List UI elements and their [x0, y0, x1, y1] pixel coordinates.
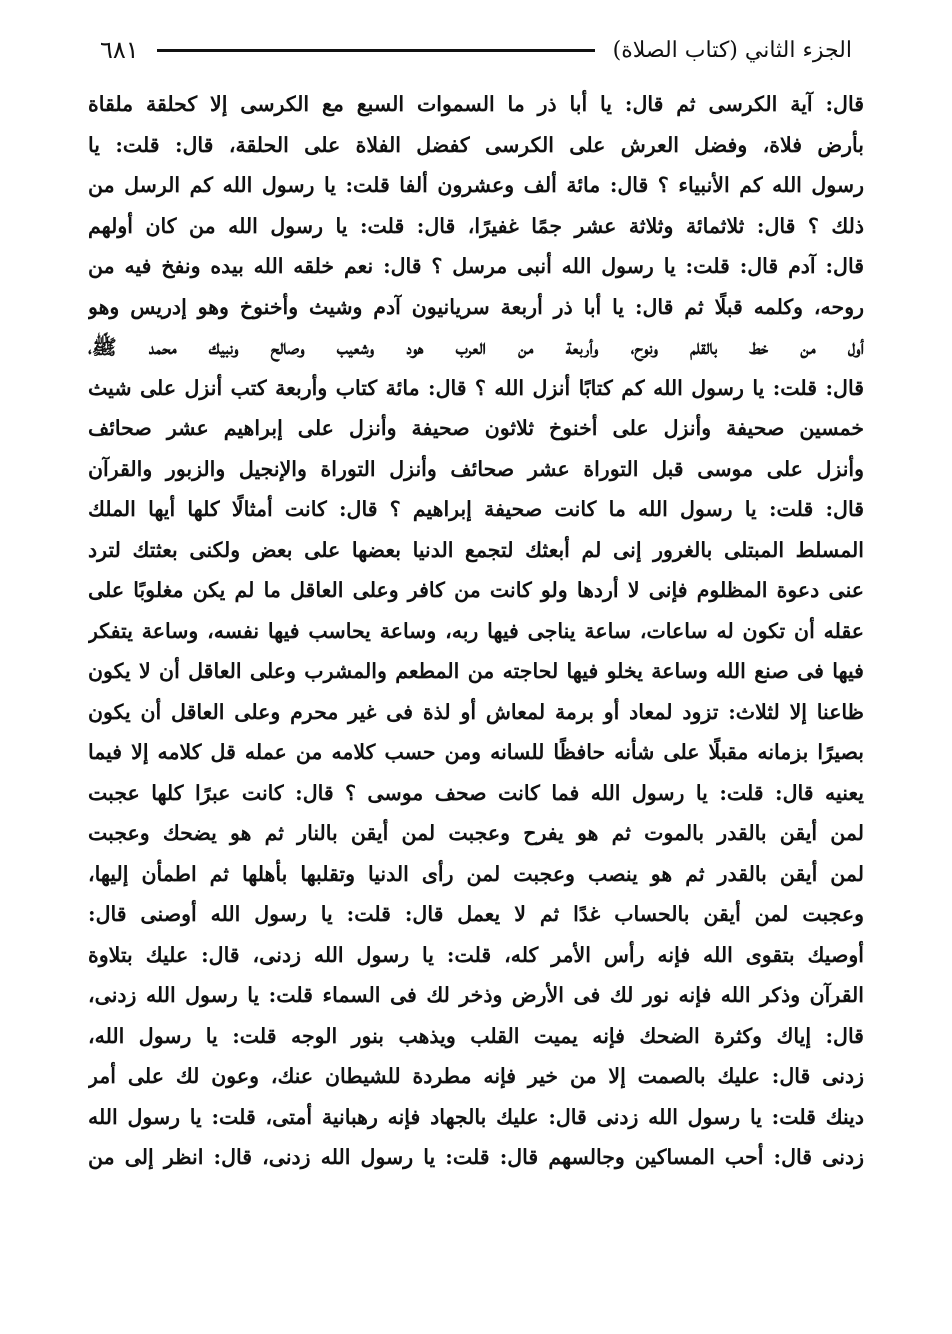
text-line: فيها فى صنع الله وساعة يخلو فيها لحاجته من المطعم والمشرب وعلى العاقل أن لا يكون	[88, 659, 864, 683]
text-line: دينك قلت: يا رسول الله زدنى قال: عليك بالجهاد فإنه رهبانية أمتى، قلت: يا رسول الله	[88, 1104, 864, 1129]
text-line: عقله أن تكون له ساعات، ساعة يناجى فيها ربه، وساعة يحاسب فيها نفسه، وساعة يتفكر	[88, 618, 864, 643]
text-line: أوصيك بتقوى الله فإنه رأس الأمر كله، قلت: يا رسول الله زدنى، قال: عليك بتلاوة	[88, 942, 864, 967]
text-line: وعجبت لمن أيقن بالحساب غدًا ثم لا يعمل قال: قلت: يا رسول الله أوصنى قال:	[88, 902, 864, 926]
text-line: قال: قلت: يا رسول الله ما كانت صحيفة إبراهيم ؟ قال: كانت أمثالًا كلها أيها الملك	[88, 497, 864, 521]
text-line: عنى دعوة المظلوم فإنى لا أردها ولو كانت من كافر وعلى العاقل ما لم يكن مغلوبًا على	[88, 578, 864, 602]
text-line: رسول الله كم الأنبياء ؟ قال: مائة ألف وعشرون ألفا قلت: يا رسول الله كم الرسل من	[88, 173, 864, 197]
text-line: لمن أيقن بالقدر ثم هو ينصب وعجبت لمن رأى الدنيا وتقلبها بأهلها ثم اطمأن إليها،	[88, 861, 864, 886]
text-line: زدنى قال: عليك بالصمت إلا من خير فإنه مطردة للشيطان عنك، وعون لك على أمر	[88, 1064, 864, 1088]
text-line: بأرض فلاة، وفضل العرش على الكرسى كفضل الفلاة على الحلقة، قال: قلت: يا	[88, 132, 864, 157]
text-line: يعنيه قال: قلت: يا رسول الله فما كانت صحف موسى ؟ قال: كانت عبرًا كلها عجبت	[88, 780, 864, 805]
text-line: خمسين صحيفة وأنزل على أخنوخ ثلاثون صحيفة وأنزل على إبراهيم عشر صحائف	[88, 416, 864, 440]
page-header	[100, 30, 852, 70]
text-line: بصيرًا بزمانه مقبلًا على شأنه حافظًا للسانه ومن حسب كلامه من عمله قل كلامه إلا فيما	[88, 740, 864, 764]
text-line: المسلط المبتلى بالغرور إنى لم أبعثك لتجمع الدنيا بعضها على بعض ولكنى بعثتك لترد	[88, 537, 864, 562]
header-rule	[157, 49, 595, 52]
page-number: ٦٨١	[100, 36, 139, 64]
text-line: لمن أيقن بالقدر بالموت ثم هو يفرح وعجبت لمن أيقن بالنار ثم هو يضحك وعجبت	[88, 821, 864, 845]
text-line: أول من خط بالقلم ونوح، وأربعة من العرب هود وشعيب وصالح ونبيك محمد ﷺ،	[88, 335, 864, 359]
text-line: قال: آدم قال: قلت: يا رسول الله أنبى مرسل ؟ قال: نعم خلقه الله بيده ونفخ فيه من	[88, 254, 864, 278]
text-line: ذلك ؟ قال: ثلاثمائة وثلاثة عشر جمًا غفيرًا، قال: قلت: يا رسول الله من كان أولهم	[88, 213, 864, 238]
text-line: ظاعنا إلا لثلاث: تزود لمعاد أو برمة لمعاش أو لذة فى غير محرم وعلى العاقل أن يكون	[88, 699, 864, 724]
text-line: القرآن وذكر الله فإنه نور لك فى الأرض وذخر لك فى السماء قلت: يا رسول الله زدنى،	[88, 983, 864, 1007]
text-line: قال: قلت: يا رسول الله كم كتابًا أنزل الله ؟ قال: مائة كتاب وأربعة كتب أنزل على شيث	[88, 375, 864, 400]
text-line: قال: آية الكرسى ثم قال: يا أبا ذر ما السموات السبع مع الكرسى إلا كحلقة ملقاة	[88, 92, 864, 116]
running-title: الجزء الثاني (كتاب الصلاة)	[612, 37, 852, 63]
body-text	[88, 84, 864, 1178]
text-line: وأنزل على موسى قبل التوراة عشر صحائف وأنزل التوراة والإنجيل والزبور والقرآن	[88, 456, 864, 481]
text-line: زدنى قال: أحب المساكين وجالسهم قال: قلت: يا رسول الله زدنى، قال: انظر إلى من	[88, 1145, 864, 1169]
text-line: قال: إياك وكثرة الضحك فإنه يميت القلب ويذهب بنور الوجه قلت: يا رسول الله،	[88, 1023, 864, 1048]
text-line: روحه، وكلمه قبلًا ثم قال: يا أبا ذر أربعة سريانيون آدم وشيث وأخنوخ وهو إدريس وهو	[88, 294, 864, 319]
